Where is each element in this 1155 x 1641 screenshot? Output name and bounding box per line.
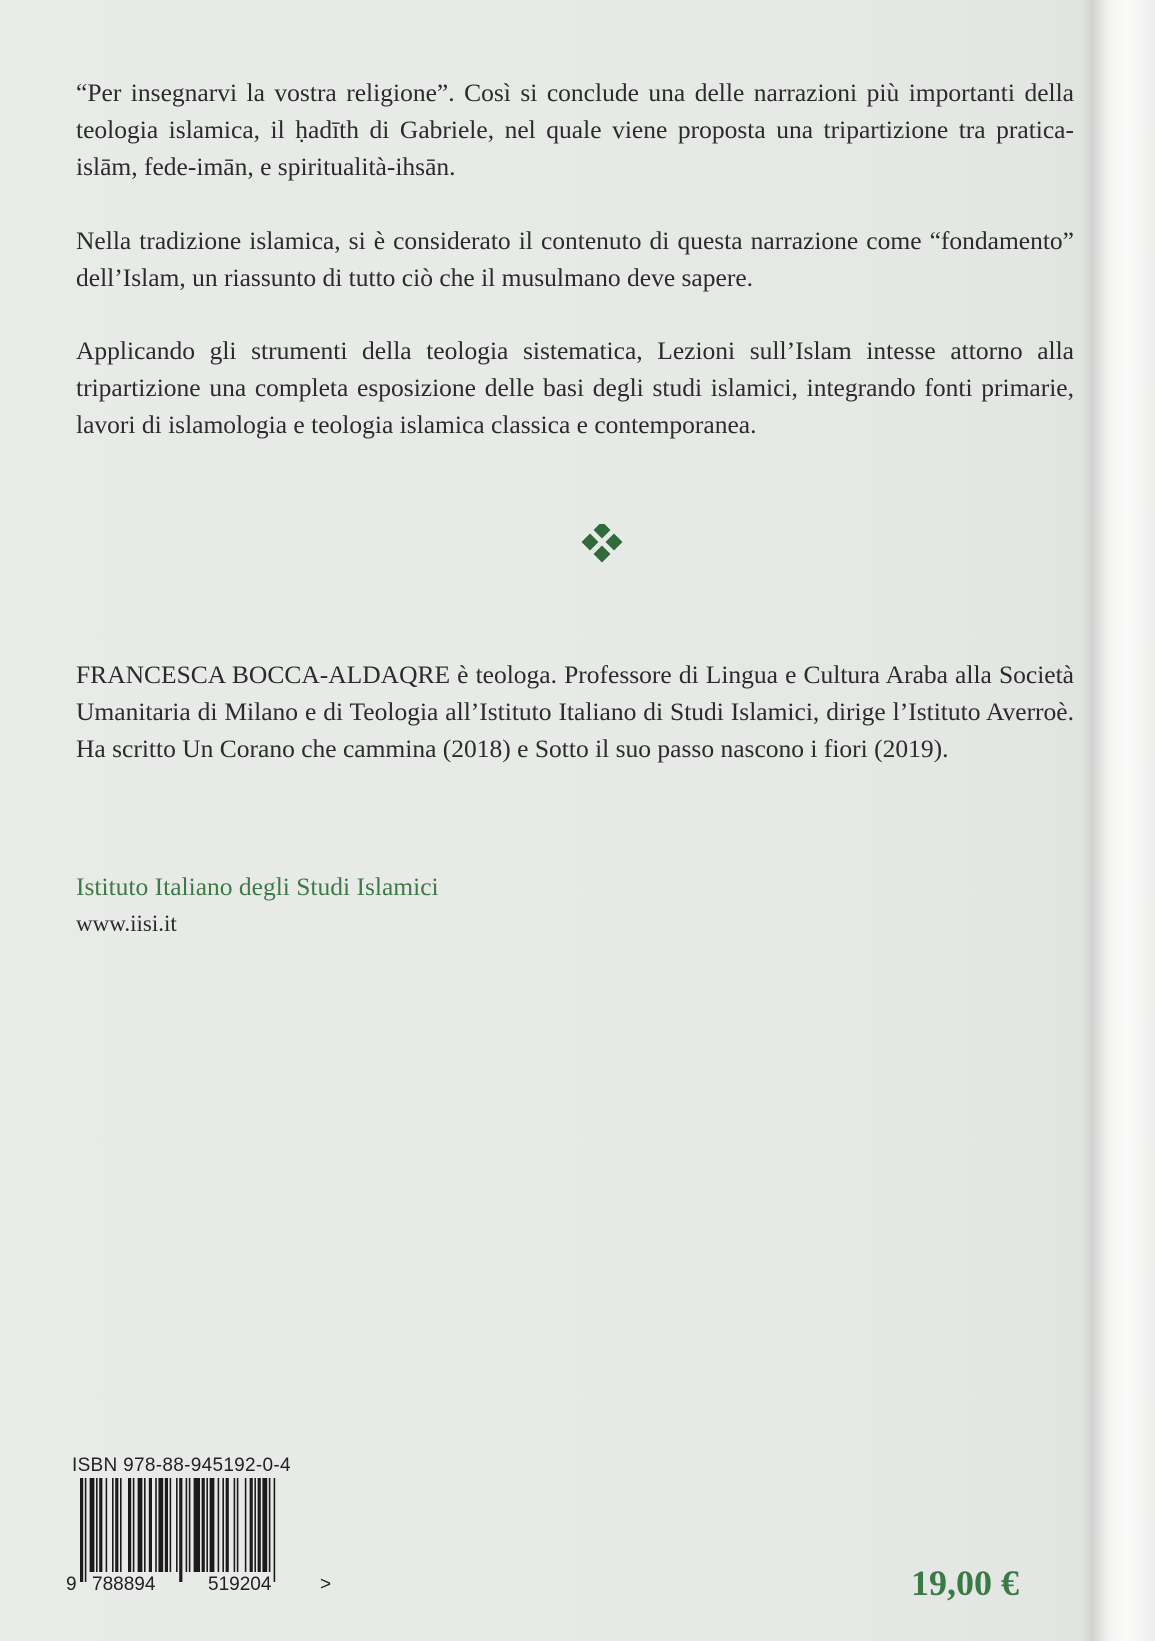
- barcode-bar: [85, 1478, 87, 1582]
- barcode-bar: [226, 1478, 229, 1572]
- barcode-bar: [115, 1478, 118, 1572]
- tradition-paragraph: Nella tradizione islamica, si è considerato il contenuto di questa narrazione come “fondamento” dell’Islam, un riassunto di tutto ciò che il musulmano deve sapere.: [76, 226, 1074, 292]
- barcode-bar: [202, 1478, 205, 1572]
- barcode-bar: [218, 1478, 220, 1572]
- barcode-bar: [133, 1478, 135, 1572]
- barcode-bar: [158, 1478, 163, 1572]
- barcode-bar: [96, 1478, 98, 1572]
- price-label: 19,00 €: [911, 1563, 1019, 1603]
- author-bio: FRANCESCA BOCCA-ALDAQRE è teologa. Professore di Lingua e Cultura Araba alla Società Umanitaria di Milano e di Teologia all’Istituto Italiano di Studi Islamici, dirige l’Istituto Averroè. Ha scritto Un Corano che cammina (2018) e Sotto il suo passo nascono i fiori (2019).: [76, 660, 1074, 763]
- barcode-bar: [165, 1478, 168, 1572]
- barcode-bar: [194, 1478, 200, 1572]
- barcode-bar: [179, 1478, 182, 1582]
- barcode-bar: [237, 1478, 239, 1572]
- barcode-bar: [112, 1478, 114, 1572]
- method-paragraph: Applicando gli strumenti della teologia sistematica, Lezioni sull’Islam intesse attorno alla tripartizione una completa esposizione delle basi degli studi islamici, integrando fonti primarie, lavori di islamologia e teologia islamica classica e contemporanea.: [76, 336, 1074, 439]
- barcode-bar: [138, 1478, 143, 1572]
- barcode-bar: [274, 1478, 276, 1582]
- barcode-bar: [106, 1478, 108, 1572]
- barcode-digit-end: >: [320, 1574, 332, 1595]
- barcode-bar: [262, 1478, 267, 1572]
- isbn-label: ISBN 978-88-945192-0-4: [72, 1455, 291, 1476]
- barcode-digit-first: 9: [66, 1574, 77, 1595]
- barcode-bar: [176, 1478, 178, 1572]
- barcode-bar: [206, 1478, 208, 1572]
- publisher-website: www.iisi.it: [76, 911, 177, 936]
- barcode-bar: [170, 1478, 172, 1572]
- barcode-bar: [222, 1478, 224, 1572]
- barcode-bar: [210, 1478, 215, 1572]
- diamond-ornament-icon: [580, 524, 626, 564]
- barcode-bar: [189, 1478, 191, 1572]
- barcode-bar: [90, 1478, 95, 1572]
- barcode-bar: [269, 1478, 271, 1572]
- page-edge: [1093, 0, 1155, 1641]
- barcode-bar: [99, 1478, 102, 1572]
- barcode-bar: [186, 1478, 188, 1572]
- barcode-bar: [120, 1478, 122, 1572]
- barcode-bar: [258, 1478, 261, 1572]
- publisher-name: Istituto Italiano degli Studi Islamici: [76, 872, 439, 901]
- barcode-bar: [144, 1478, 146, 1572]
- barcode-bar: [80, 1478, 83, 1582]
- barcode-bar: [128, 1478, 131, 1572]
- barcode-bar: [250, 1478, 253, 1572]
- barcode-bar: [245, 1478, 247, 1572]
- barcode-bar: [254, 1478, 256, 1572]
- intro-paragraph: “Per insegnarvi la vostra religione”. Così si conclude una delle narrazioni più importanti della teologia islamica, il ḥadīth di Gabriele, nel quale viene proposta una tripartizione tra pratica-islām, fede-imān, e spiritualità-ihsān.: [76, 78, 1074, 181]
- barcode-digits-group1: 788894: [92, 1574, 156, 1595]
- barcode-bar: [149, 1478, 152, 1572]
- cover-edge-shadow: [1083, 0, 1093, 1641]
- barcode-bar: [234, 1478, 236, 1572]
- barcode-bar: [155, 1478, 157, 1572]
- barcode-digits-group2: 519204: [208, 1574, 272, 1595]
